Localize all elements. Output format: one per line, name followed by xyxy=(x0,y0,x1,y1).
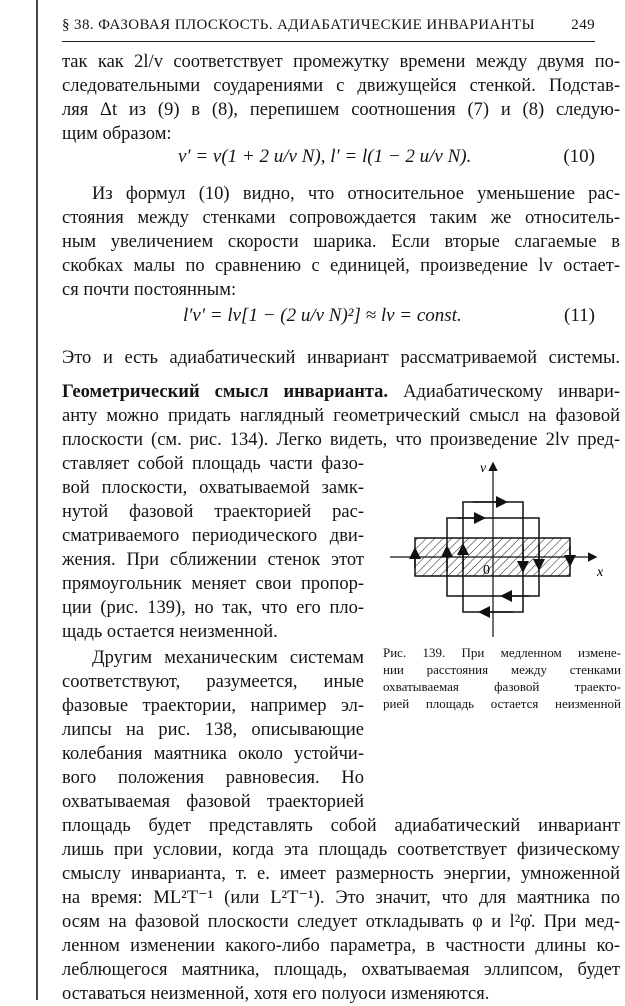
text-line: скобках малы по сравнению с единицей, произведение lv остает- xyxy=(62,256,620,276)
text-line: лишь при условии, когда эта площадь соответствует физическому xyxy=(62,840,620,860)
text-line: щим образом: xyxy=(62,124,172,144)
binding-edge xyxy=(36,0,38,1000)
text-line: липсы на рис. 138, описывающие xyxy=(62,720,364,740)
text-line: прямоугольник меняет свои пропор- xyxy=(62,574,364,594)
text-line: щадь остается неизменной. xyxy=(62,622,278,642)
phase-plane-diagram xyxy=(385,452,615,642)
running-header xyxy=(62,17,595,41)
text-line: нутой фазовой траекторией рас- xyxy=(62,502,364,522)
equation-10: v′ = v(1 + 2 u/v N), l′ = l(1 − 2 u/v N). xyxy=(178,146,472,167)
text-run: Адиабатическому инвари- xyxy=(403,382,621,402)
equation-number-11: (11) xyxy=(564,305,595,326)
text-line: смыслу инварианта, т. е. имеет размерность энергии, умноженной xyxy=(62,864,620,884)
text-line: вого положения равновесия. Но xyxy=(62,768,364,788)
text-line: колебания маятника около устойчи- xyxy=(62,744,364,764)
text-line xyxy=(62,380,620,404)
page-number: 249 xyxy=(571,17,595,33)
text-line: на время: ML²T⁻¹ (или L²T⁻¹). Это значит, что для маятника по xyxy=(62,888,620,908)
text-line: ляя Δt из (9) в (8), перепишем соотношения (7) и (8) следую- xyxy=(62,100,620,120)
text-line: сматриваемого периодического дви- xyxy=(62,526,364,546)
text-line: Другим механическим системам xyxy=(92,648,364,668)
text-line: плоскости (см. рис. 134). Легко видеть, что произведение 2lv пред- xyxy=(62,430,620,450)
text-line: Из формул (10) видно, что относительное уменьшение рас- xyxy=(92,184,620,204)
text-line: жения. При сближении стенок этот xyxy=(62,550,364,570)
axis-label-x: x xyxy=(597,565,604,580)
origin-label: 0 xyxy=(483,563,490,578)
caption-line: рией площадь остается неизменной xyxy=(383,696,621,711)
header-title: § 38. ФАЗОВАЯ ПЛОСКОСТЬ. АДИАБАТИЧЕСКИЕ ИНВАРИАНТЫ xyxy=(62,17,536,33)
text-line: анту можно придать наглядный геометрический смысл на фазовой xyxy=(62,406,620,426)
caption-line: Рис. 139. При медленном измене- xyxy=(383,645,621,660)
equation-11: l′v′ = lv[1 − (2 u/v N)²] ≈ lv = const. xyxy=(183,305,462,326)
text-line: ставляет собой площадь части фазо- xyxy=(62,454,364,474)
text-line: ленном изменении какого-либо параметра, в частности длины ко- xyxy=(62,936,620,956)
caption-line: охватываемая фазовой траекто- xyxy=(383,679,621,694)
axis-label-v: v xyxy=(480,461,487,476)
text-line: леблющегося маятника, площадь, охватываемая эллипсом, будет xyxy=(62,960,620,980)
text-line: охватываемая фазовой траекторией xyxy=(62,792,364,812)
text-line: площадь будет представлять собой адиабатический инвариант xyxy=(62,816,620,836)
header-rule xyxy=(62,41,595,42)
text-line: ным увеличением скорости шарика. Если вторые слагаемые в xyxy=(62,232,620,252)
figure-caption xyxy=(383,644,621,712)
text-line: оставаться неизменной, хотя его полуоси изменяются. xyxy=(62,984,490,1004)
text-line: фазовые траектории, например эл- xyxy=(62,696,364,716)
text-line: ся почти постоянным: xyxy=(62,280,237,300)
text-line: Это и есть адиабатический инвариант рассматриваемой системы. xyxy=(62,348,620,368)
caption-line: нии расстояния между стенками xyxy=(383,662,621,677)
text-line: осям на фазовой плоскости следует откладывать φ и l²φ̇. При мед- xyxy=(62,912,620,932)
equation-number-10: (10) xyxy=(563,146,595,167)
text-line: так как 2l/v соответствует промежутку времени между двумя по- xyxy=(62,52,620,72)
text-line: следовательными соударениями с движущейся стенкой. Подстав- xyxy=(62,76,620,96)
text-line: вой плоскости, охватываемой замк- xyxy=(62,478,364,498)
text-line: соответствуют, разумеется, иные xyxy=(62,672,364,692)
section-heading: Геометрический смысл инварианта. xyxy=(62,382,389,402)
figure-139 xyxy=(385,452,615,642)
text-line: ции (рис. 139), но так, что его пло- xyxy=(62,598,364,618)
text-line: стояния между стенками сопровождается таким же относитель- xyxy=(62,208,620,228)
